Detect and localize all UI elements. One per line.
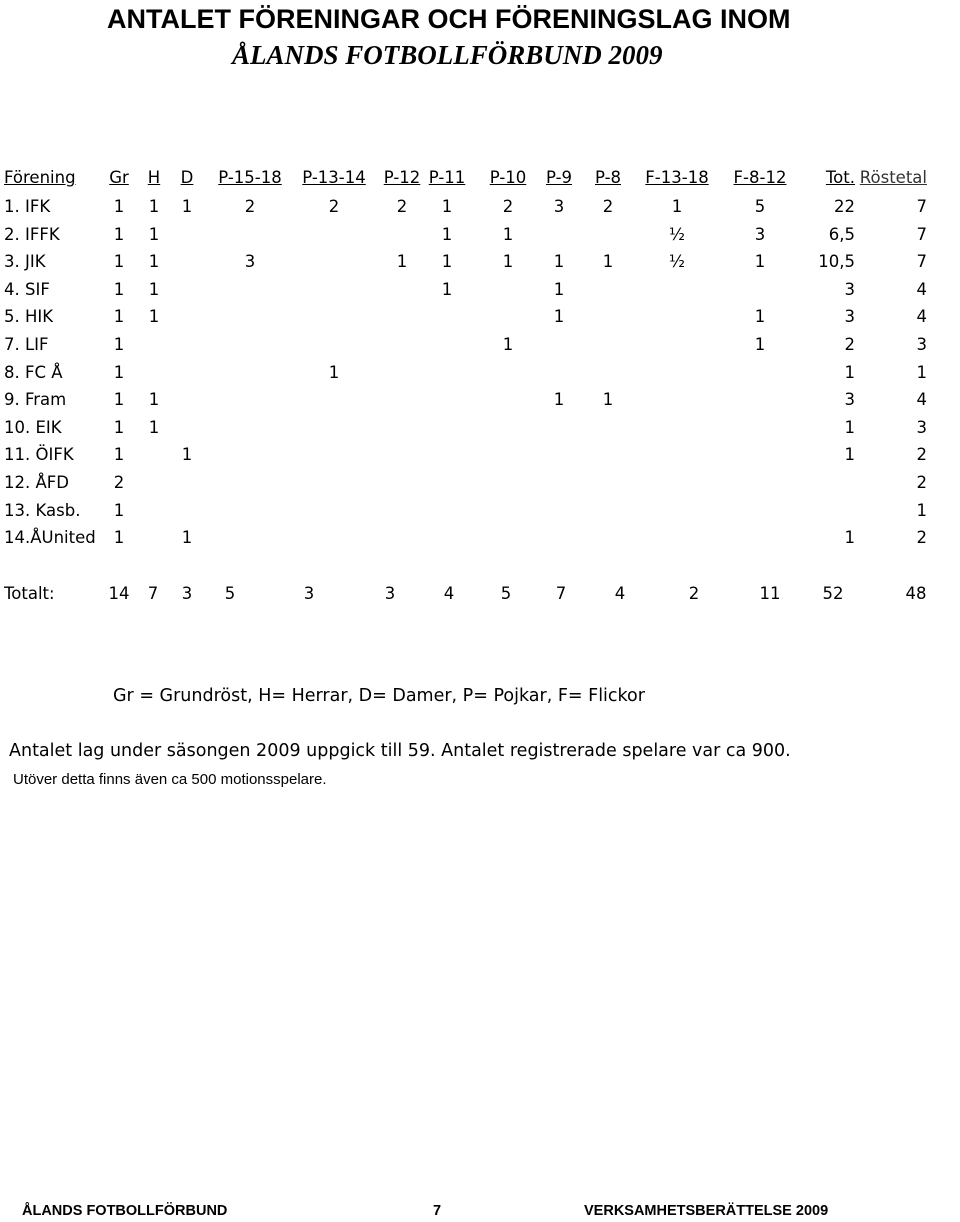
table-cell: 1 [916, 362, 927, 382]
club-name: 12. ÅFD [4, 473, 69, 492]
totals-cell: 11 [759, 584, 781, 603]
table-cell: 1 [553, 390, 565, 410]
note-teams-players: Antalet lag under säsongen 2009 uppgick till 59. Antalet registrerade spelare var ca 900. [9, 741, 791, 761]
totals-cell: 7 [147, 584, 159, 603]
table-cell: 1 [671, 197, 683, 216]
table-cell: 7 [916, 224, 927, 244]
table-cell: 2 [844, 335, 855, 354]
table-cell: 1 [113, 417, 125, 437]
col-header-p-8: P-8 [594, 168, 622, 187]
club-name: 5. HIK [4, 307, 54, 327]
col-header-p-11: P-11 [428, 168, 466, 187]
totals-cell: 3 [181, 584, 193, 603]
col-header-p-13-14: P-13-14 [302, 168, 366, 187]
table-cell: 1 [844, 417, 855, 437]
table-cell: 2 [502, 197, 514, 216]
footer-page-number: 7 [433, 1203, 442, 1219]
table-cell: 1 [553, 279, 565, 299]
club-name: 9. Fram [4, 390, 67, 410]
col-header-h: H [147, 168, 161, 187]
table-cell: 1 [441, 197, 453, 216]
table-cell: 1 [148, 197, 160, 216]
table-cell: 1 [113, 362, 125, 382]
table-cell: 6,5 [828, 224, 855, 244]
table-cell: 1 [113, 197, 125, 216]
totals-cell: 52 [822, 584, 844, 603]
table-cell: 1 [113, 279, 125, 299]
club-name: 8. FC Å [4, 362, 63, 382]
table-cell: 4 [916, 390, 927, 410]
table-cell: 1 [441, 224, 453, 244]
table-cell: 1 [441, 279, 453, 299]
club-name: 13. Kasb. [4, 500, 81, 520]
table-cell: 4 [916, 279, 927, 299]
table-cell: 3 [844, 279, 855, 299]
table-cell: 1 [754, 307, 766, 327]
table-cell: 22 [834, 197, 855, 216]
totals-cell: 5 [224, 584, 236, 603]
table-cell: ½ [669, 252, 685, 272]
table-cell: 1 [181, 197, 193, 216]
col-header-f-rening: Förening [4, 168, 76, 187]
club-name: 2. IFFK [4, 224, 60, 244]
totals-cell: 48 [905, 584, 927, 603]
table-cell: 5 [754, 197, 766, 216]
table-cell: 1 [148, 279, 160, 299]
table-cell: 1 [502, 252, 514, 272]
table-cell: 4 [916, 307, 927, 327]
page-subtitle: ÅLANDS FOTBOLLFÖRBUND 2009 [232, 40, 663, 70]
table-cell: 3 [916, 335, 927, 354]
totals-cell: 7 [555, 584, 567, 603]
col-header-p-9: P-9 [545, 168, 573, 187]
table-cell: 1 [553, 307, 565, 327]
table-cell: 1 [113, 252, 125, 272]
table-cell: 1 [754, 335, 766, 354]
table-cell: 2 [916, 528, 927, 548]
club-name: 10. EIK [4, 417, 62, 437]
table-cell: 1 [113, 528, 125, 548]
club-name: 1. IFK [4, 197, 51, 216]
table-cell: 1 [113, 224, 125, 244]
club-name: 11. ÖIFK [4, 445, 74, 465]
club-name: 4. SIF [4, 279, 50, 299]
table-cell: 1 [502, 335, 514, 354]
table-cell: 3 [754, 224, 766, 244]
col-header-p-10: P-10 [489, 168, 527, 187]
club-name: 14.ÅUnited [4, 528, 96, 548]
table-cell: 2 [113, 473, 125, 492]
note-exercise-players: Utöver detta finns även ca 500 motionsspelare. [13, 771, 327, 788]
table-cell: 1 [328, 362, 340, 382]
table-cell: 1 [181, 445, 193, 465]
table-cell: 10,5 [818, 252, 855, 272]
table-cell: 1 [502, 224, 514, 244]
table-cell: 2 [602, 197, 614, 216]
totals-label: Totalt: [4, 584, 55, 603]
table-cell: 2 [916, 473, 927, 492]
footer-report-title: VERKSAMHETSBERÄTTELSE 2009 [584, 1203, 829, 1219]
table-cell: 1 [844, 528, 855, 548]
table-cell: 1 [148, 307, 160, 327]
table-cell: 3 [844, 390, 855, 410]
table-cell: 1 [113, 445, 125, 465]
totals-cell: 3 [384, 584, 396, 603]
table-cell: 1 [113, 335, 125, 354]
club-name: 7. LIF [4, 335, 49, 354]
legend-text: Gr = Grundröst, H= Herrar, D= Damer, P= Pojkar, F= Flickor [113, 686, 645, 706]
table-cell: 1 [148, 224, 160, 244]
table-cell: 1 [148, 390, 160, 410]
table-cell: 7 [916, 197, 927, 216]
totals-cell: 2 [688, 584, 700, 603]
col-header-p-12: P-12 [383, 168, 421, 187]
col-header-gr: Gr [109, 168, 129, 187]
totals-cell: 3 [303, 584, 315, 603]
table-cell: 1 [916, 500, 927, 520]
totals-cell: 5 [500, 584, 512, 603]
table-cell: ½ [669, 224, 685, 244]
table-cell: 7 [916, 252, 927, 272]
table-cell: 1 [148, 252, 160, 272]
page-title: ANTALET FÖRENINGAR OCH FÖRENINGSLAG INOM [107, 4, 791, 34]
table-cell: 1 [754, 252, 766, 272]
table-cell: 1 [553, 252, 565, 272]
col-header-tot: Tot. [825, 168, 855, 187]
table-cell: 2 [916, 445, 927, 465]
totals-cell: 4 [614, 584, 626, 603]
table-cell: 1 [844, 362, 855, 382]
table-cell: 1 [148, 417, 160, 437]
table-cell: 3 [844, 307, 855, 327]
col-header-f-8-12: F-8-12 [733, 168, 787, 187]
totals-cell: 14 [108, 584, 130, 603]
table-cell: 2 [244, 197, 256, 216]
table-cell: 1 [396, 252, 408, 272]
col-header-r-stetal: Röstetal [859, 168, 927, 187]
table-cell: 3 [244, 252, 256, 272]
table-cell: 2 [328, 197, 340, 216]
footer-organization: ÅLANDS FOTBOLLFÖRBUND [22, 1203, 228, 1219]
table-cell: 1 [113, 390, 125, 410]
totals-cell: 4 [443, 584, 455, 603]
table-cell: 1 [602, 390, 614, 410]
table-cell: 1 [441, 252, 453, 272]
table-cell: 2 [396, 197, 408, 216]
table-cell: 3 [553, 197, 565, 216]
col-header-p-15-18: P-15-18 [218, 168, 282, 187]
col-header-d: D [180, 168, 194, 187]
col-header-f-13-18: F-13-18 [645, 168, 709, 187]
table-cell: 1 [844, 445, 855, 465]
table-cell: 3 [916, 417, 927, 437]
table-cell: 1 [113, 500, 125, 520]
table-cell: 1 [602, 252, 614, 272]
club-name: 3. JIK [4, 252, 46, 272]
table-cell: 1 [113, 307, 125, 327]
table-cell: 1 [181, 528, 193, 548]
